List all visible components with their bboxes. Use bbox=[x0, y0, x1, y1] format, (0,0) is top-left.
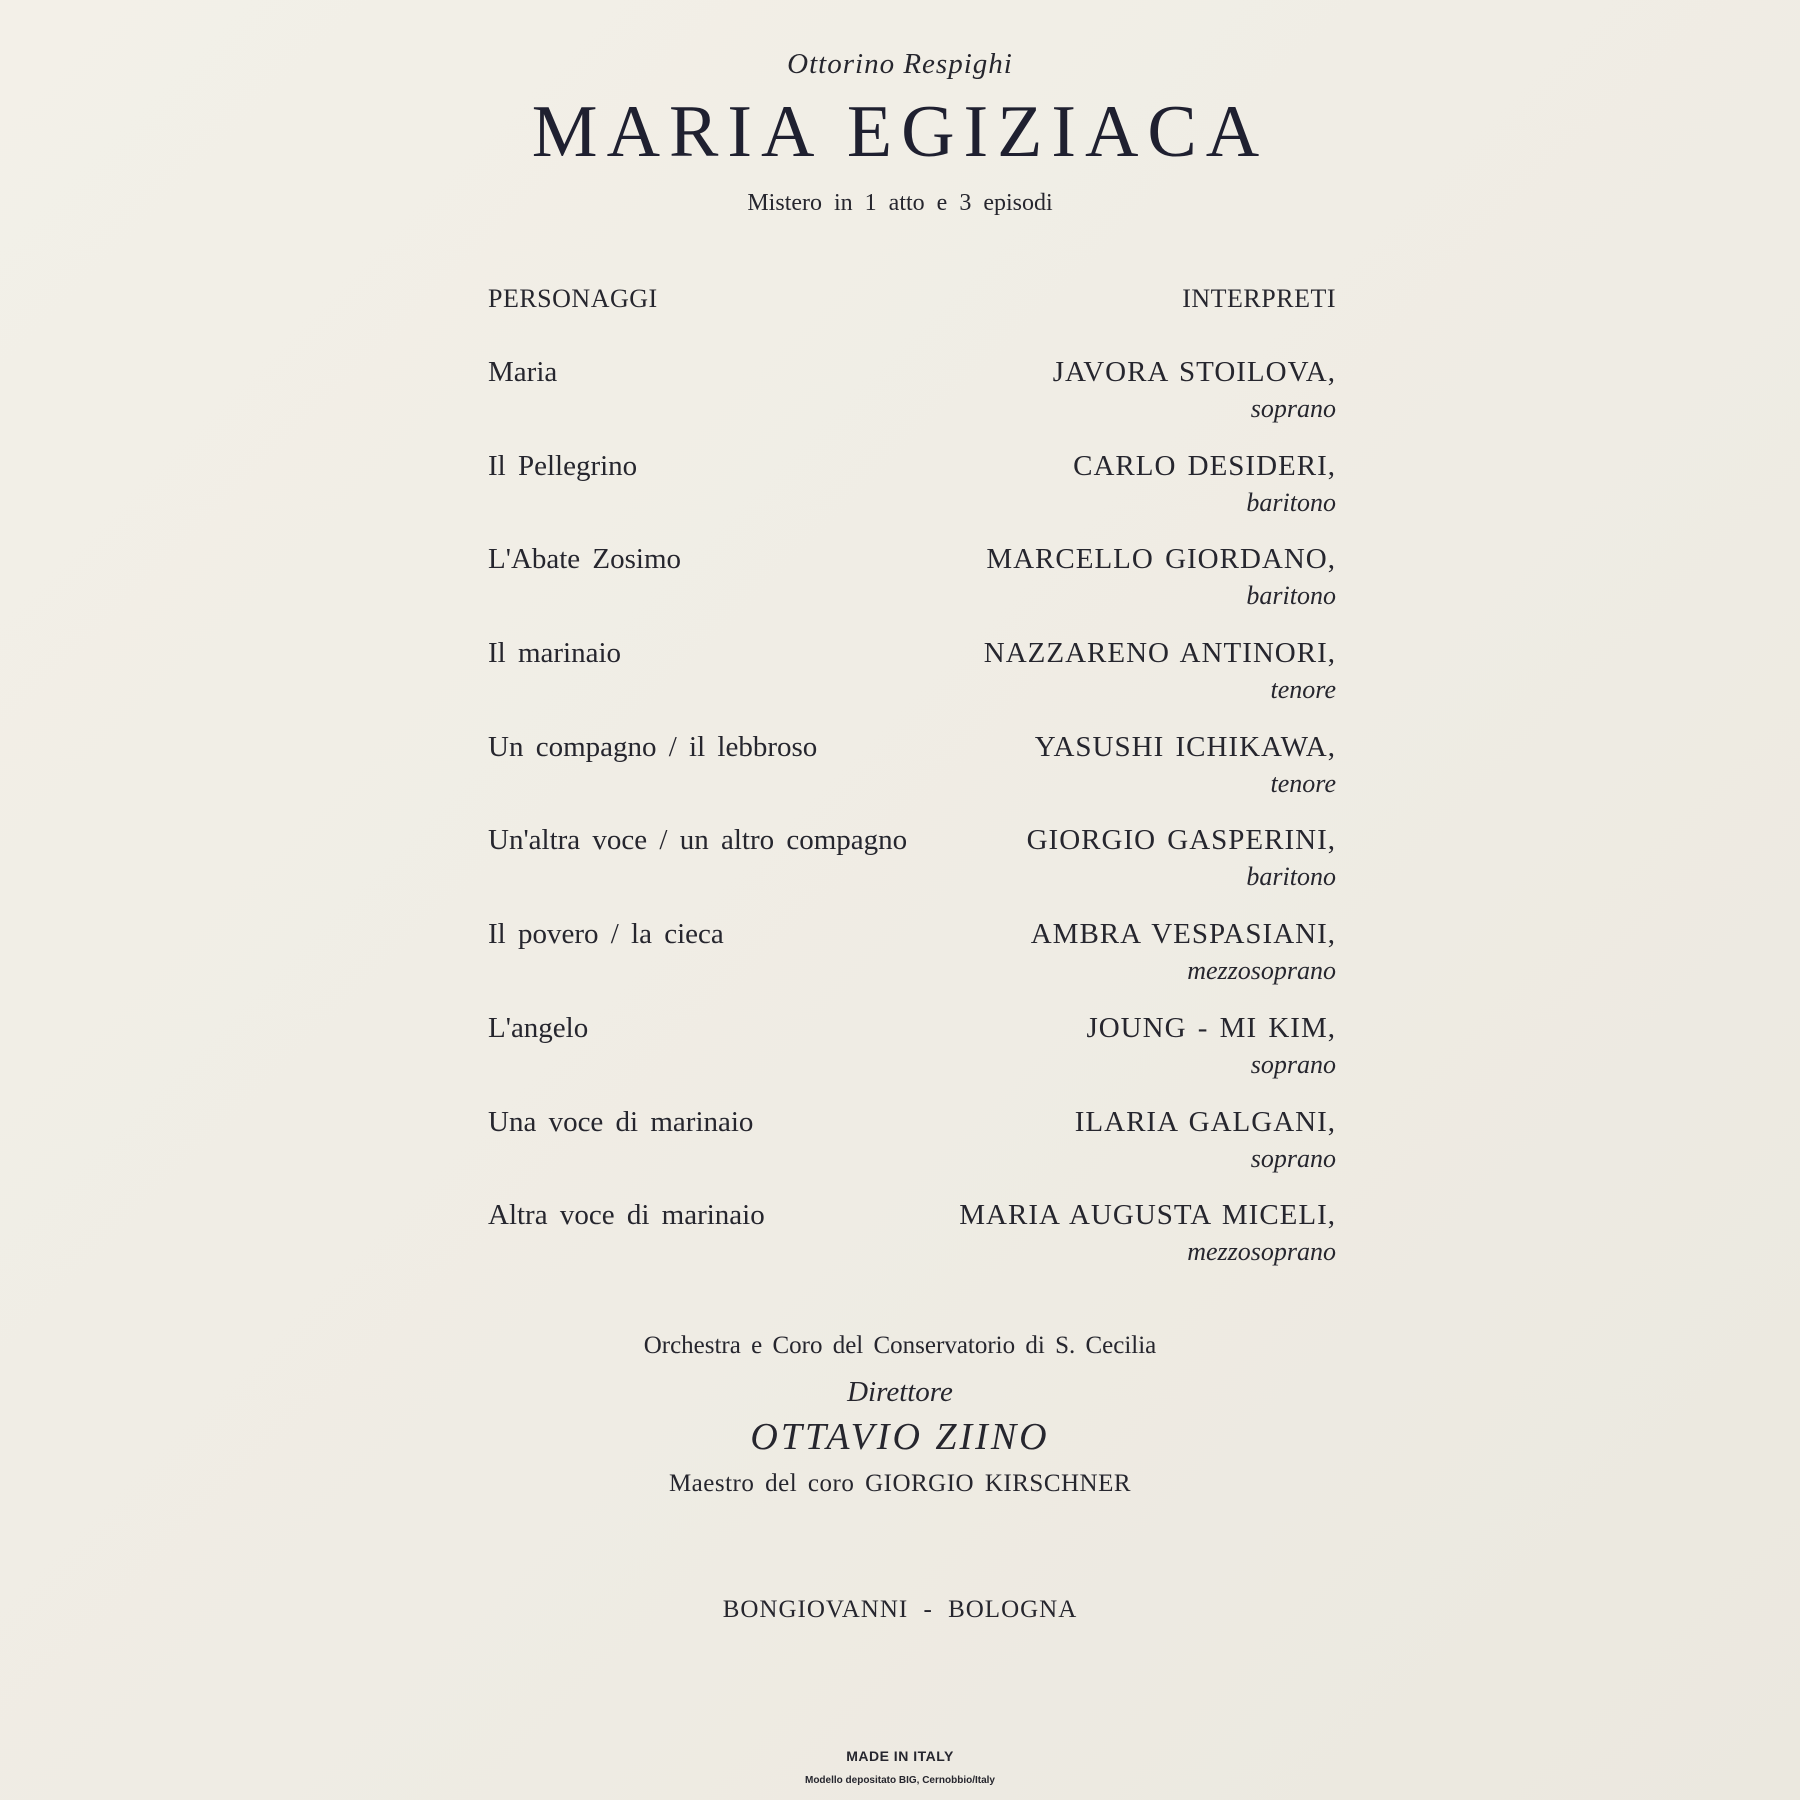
cast-row bbox=[488, 1199, 1336, 1293]
roles-heading: PERSONAGGI bbox=[488, 284, 658, 313]
cast-header bbox=[488, 284, 1336, 356]
cast-row bbox=[488, 1012, 1336, 1106]
singer-name: JAVORA STOILOVA, bbox=[1052, 356, 1336, 388]
singer-name: YASUSHI ICHIKAWA, bbox=[1034, 730, 1336, 763]
opera-title: MARIA EGIZIACA bbox=[531, 91, 1269, 173]
singer-name: GIORGIO GASPERINI, bbox=[1026, 824, 1336, 857]
conductor-name: OTTAVIO ZIINO bbox=[750, 1416, 1050, 1458]
singer-name: MARCELLO GIORDANO, bbox=[986, 543, 1336, 576]
cast-row bbox=[488, 450, 1336, 544]
voice-type: soprano bbox=[1250, 394, 1336, 423]
voice-type: soprano bbox=[1250, 1049, 1336, 1079]
voice-type: baritono bbox=[1246, 487, 1336, 517]
role-name: L'Abate Zosimo bbox=[488, 543, 682, 576]
cast-row bbox=[488, 824, 1336, 918]
cast-row bbox=[488, 637, 1336, 731]
voice-type: tenore bbox=[1270, 768, 1336, 798]
voice-type: mezzosoprano bbox=[1187, 1237, 1336, 1267]
singer-name: ILARIA GALGANI, bbox=[1074, 1105, 1336, 1138]
chorus-master-credit: Maestro del coro GIORGIO KIRSCHNER bbox=[668, 1470, 1132, 1497]
model-notice: Modello depositato BIG, Cernobbio/Italy bbox=[804, 1775, 995, 1786]
cast-row bbox=[488, 1106, 1336, 1200]
role-name: Un'altra voce / un altro compagno bbox=[488, 824, 908, 857]
opera-subtitle: Mistero in 1 atto e 3 episodi bbox=[747, 190, 1053, 216]
voice-type: tenore bbox=[1270, 675, 1336, 705]
record-label: BONGIOVANNI - BOLOGNA bbox=[722, 1596, 1078, 1623]
cast-row bbox=[488, 356, 1336, 450]
voice-type: soprano bbox=[1250, 1143, 1336, 1173]
voice-type: mezzosoprano bbox=[1187, 956, 1336, 986]
role-name: Maria bbox=[488, 356, 558, 388]
singer-name: MARIA AUGUSTA MICELI, bbox=[959, 1199, 1336, 1232]
made-in-italy: MADE IN ITALY bbox=[846, 1748, 954, 1764]
singer-name: AMBRA VESPASIANI, bbox=[1030, 918, 1336, 951]
performers-heading: INTERPRETI bbox=[1182, 284, 1336, 313]
singer-name: JOUNG - MI KIM, bbox=[1086, 1011, 1336, 1044]
role-name: L'angelo bbox=[488, 1011, 589, 1044]
role-name: Una voce di marinaio bbox=[488, 1105, 754, 1138]
role-name: Il povero / la cieca bbox=[488, 918, 724, 951]
director-label: Direttore bbox=[847, 1376, 953, 1408]
singer-name: NAZZARENO ANTINORI, bbox=[983, 637, 1336, 670]
cast-list bbox=[488, 284, 1336, 1293]
role-name: Altra voce di marinaio bbox=[488, 1199, 765, 1232]
singer-name: CARLO DESIDERI, bbox=[1073, 449, 1336, 482]
voice-type: baritono bbox=[1246, 862, 1336, 892]
cast-row bbox=[488, 543, 1336, 637]
composer-name: Ottorino Respighi bbox=[787, 48, 1013, 80]
role-name: Un compagno / il lebbroso bbox=[488, 730, 818, 763]
role-name: Il Pellegrino bbox=[488, 449, 638, 482]
orchestra-credit: Orchestra e Coro del Conservatorio di S. Cecilia bbox=[643, 1332, 1157, 1359]
voice-type: baritono bbox=[1246, 581, 1336, 611]
role-name: Il marinaio bbox=[488, 637, 622, 670]
cast-row bbox=[488, 731, 1336, 825]
cast-row bbox=[488, 918, 1336, 1012]
